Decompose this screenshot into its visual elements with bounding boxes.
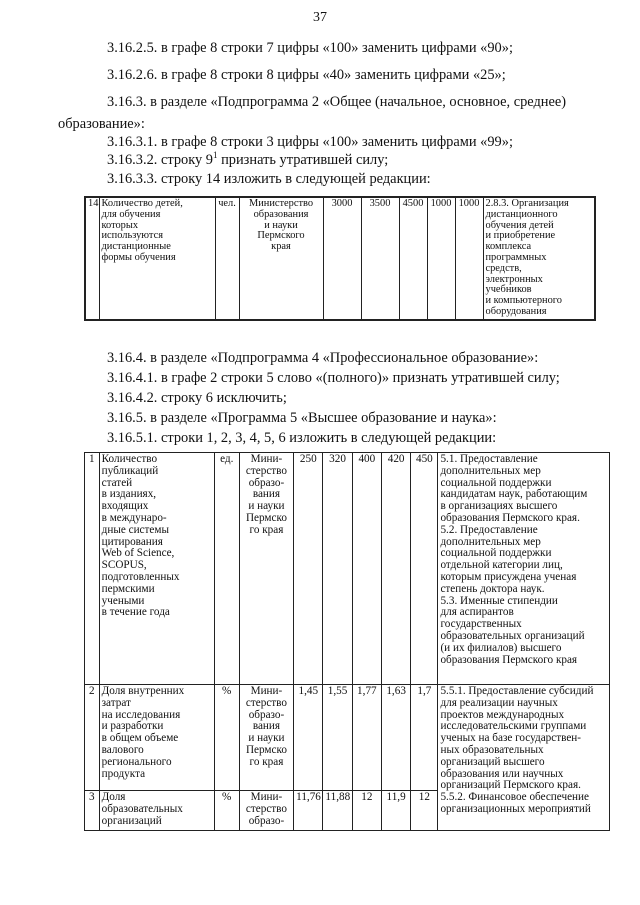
paragraph-3-16-4: 3.16.4. в разделе «Подпрограмма 4 «Профессиональное образование»: [107,350,539,366]
paragraph-3-16-5: 3.16.5. в разделе «Программа 5 «Высшее образование и наука»: [107,410,497,426]
t2-r3-value-1: 11,76 [294,791,323,831]
paragraph-3-16-3-cont: образование»: [58,116,145,132]
t1-unit: чел. [215,197,239,320]
paragraph-3-16-5-1: 3.16.5.1. строки 1, 2, 3, 4, 5, 6 изложить в следующей редакции: [107,430,497,446]
paragraph-3-16-3-3: 3.16.3.3. строку 14 изложить в следующей редакции: [107,171,431,187]
superscript-1: 1 [212,150,218,161]
paragraph-3-16-4-2: 3.16.4.2. строку 6 исключить; [107,390,287,406]
t2-r1-measure: 5.1. Предоставление дополнительных мер социальной поддержки кандидатам наук, работающим в организациях высшего образования Пермского края. 5.2. Предоставление дополнительных мер социальной поддержки отдельной категории лиц, которым присуждена ученая степень доктора наук. 5.3. Именные стипендии для аспирантов государственных образовательных организаций (и их филиалов) высшего образования Пермского края [438,453,610,685]
t2-r2-executor: Мини- стерство образо- вания и науки Пермско го края [239,685,293,791]
t2-r3-value-3: 12 [352,791,381,831]
t2-r1-value-5: 450 [411,453,438,685]
paragraph-3-16-3-1: 3.16.3.1. в графе 8 строки 3 цифры «100» заменить цифрами «99»; [107,134,513,150]
table-row [85,685,610,791]
t2-r2-value-3: 1,77 [352,685,381,791]
t2-r1-unit: ед. [214,453,239,685]
paragraph-3-16-2-6: 3.16.2.6. в графе 8 строки 8 цифры «40» заменить цифрами «25»; [107,67,506,83]
t1-value-5: 1000 [455,197,483,320]
t2-r1-value-4: 420 [381,453,410,685]
t2-r1-value-2: 320 [323,453,352,685]
t2-r3-value-5: 12 [411,791,438,831]
paragraph-3-16-4-1: 3.16.4.1. в графе 2 строки 5 слово «(полного)» признать утратившей силу; [107,370,560,386]
paragraph-3-16-2-5: 3.16.2.5. в графе 8 строки 7 цифры «100» заменить цифрами «90»; [107,40,513,56]
t1-measure: 2.8.3. Организация дистанционного обучения детей и приобретение комплекса программных средств, электронных учебников и компьютерного оборудования [483,197,595,320]
t2-r2-measure: 5.5.1. Предоставление субсидий для реализации научных проектов международных исследовательскими группами ученых на базе государствен- ных образовательных организаций высшего образования или научных организаций Пермского края. 5.5.2. Финансовое обеспечение организационных мероприятий [438,685,610,831]
paragraph-3-16-3: 3.16.3. в разделе «Подпрограмма 2 «Общее (начальное, основное, среднее) [107,94,567,110]
t2-r3-indicator: Доля образовательных организаций [99,791,214,831]
paragraph-3-16-3-2: 3.16.3.2. строку $9^1$ признать утратившей силу; [107,150,389,168]
t1-value-4: 1000 [427,197,455,320]
t2-r1-num: 1 [85,453,100,685]
page-number: 37 [313,10,327,25]
t2-r1-value-1: 250 [294,453,323,685]
t2-r3-value-4: 11,9 [381,791,410,831]
t1-executor: Министерство образования и науки Пермского края [239,197,323,320]
t2-r1-indicator: Количество публикаций статей в изданиях, входящих в междунаро- дные системы цитирования Web of Science, SCOPUS, подготовленных пермскими учеными в течение года [99,453,214,685]
t2-r1-executor: Мини- стерство образо- вания и науки Пермско го края [239,453,293,685]
t1-num: 14 [85,197,99,320]
t2-r2-unit: % [214,685,239,791]
t2-r2-num: 2 [85,685,100,791]
t2-r2-value-1: 1,45 [294,685,323,791]
t2-r2-value-4: 1,63 [381,685,410,791]
t2-r2-indicator: Доля внутренних затрат на исследования и разработки в общем объеме валового регионального продукта [99,685,214,791]
t2-r3-unit: % [214,791,239,831]
t2-r2-value-2: 1,55 [323,685,352,791]
t1-value-3: 4500 [399,197,427,320]
t1-indicator: Количество детей, для обучения которых используются дистанционные формы обучения [99,197,215,320]
t1-value-1: 3000 [323,197,361,320]
t2-r3-value-2: 11,88 [323,791,352,831]
t2-r1-value-3: 400 [352,453,381,685]
table-row-14 [84,196,596,321]
t1-value-2: 3500 [361,197,399,320]
t2-r3-executor: Мини- стерство образо- [239,791,293,831]
t2-r3-num: 3 [85,791,100,831]
t2-r2-value-5: 1,7 [411,685,438,791]
table-program-5 [84,452,610,831]
table-row [85,453,610,685]
